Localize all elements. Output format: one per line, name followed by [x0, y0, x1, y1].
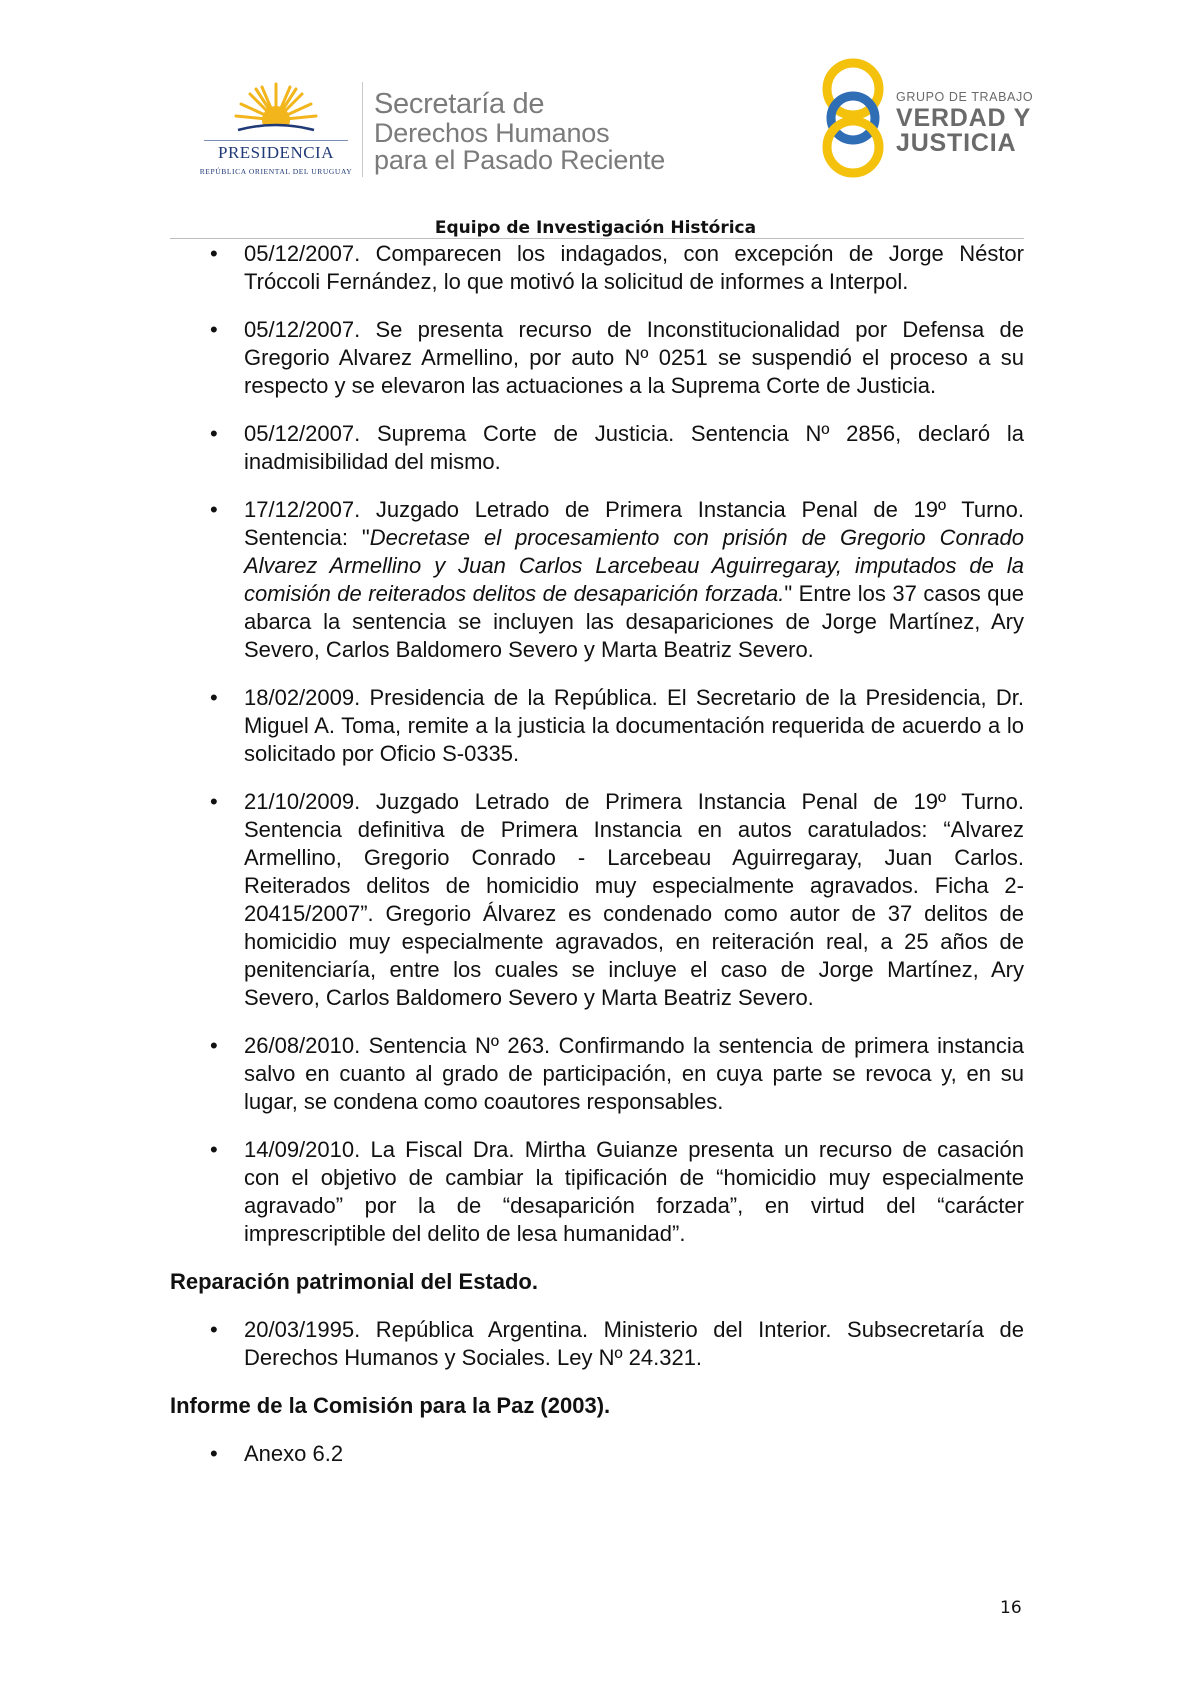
secretaria-line3: para el Pasado Reciente [374, 145, 666, 175]
secretaria-line1: Secretaría de [374, 88, 545, 120]
informe-list [170, 1440, 1024, 1468]
reparacion-list [170, 1316, 1024, 1372]
sentence-quote: Decretase el procesamiento con prisión de Gregorio Conrado Alvarez Armellino y Juan Carlos Larcebeau Aguirregaray, imputados de la comisión de reiterados delitos de desaparición forzada. [244, 525, 1024, 606]
bullet: • [210, 317, 218, 342]
list-item-text-before: 17/12/2007. Juzgado Letrado de Primera Instancia Penal de 19º Turno. Sentencia: " [244, 497, 1024, 550]
list-item-text: 20/03/1995. República Argentina. Ministerio del Interior. Subsecretaría de Derechos Humanos y Sociales. Ley Nº 24.321. [244, 1317, 1024, 1370]
list-item-text: 21/10/2009. Juzgado Letrado de Primera Instancia Penal de 19º Turno. Sentencia definitiva de Primera Instancia en autos caratulados: “Alvarez Armellino, Gregorio Conrado - Larcebeau Aguirregaray, Juan Carlos. Reiterados delitos de homicidio muy especialmente agravados. Ficha 2-20415/2007”. Gregorio Álvarez es condenado como autor de 37 delitos de homicidio muy especialmente agravados, en reiteración real, a 25 años de penitenciaría, entre los cuales se incluye el caso de Jorge Martínez, Ary Severo, Carlos Baldomero Severo y Marta Beatriz Severo. [244, 789, 1024, 1010]
gtv-line2: JUSTICIA [896, 129, 1017, 157]
section-heading-informe: Informe de la Comisión para la Paz (2003). [170, 1393, 611, 1418]
bullet: • [210, 1317, 218, 1342]
list-item [170, 1440, 1024, 1468]
list-item [170, 684, 1024, 768]
list-item-text-after: " Entre los 37 casos que abarca la sentencia se incluyen las desapariciones de Jorge Martínez, Ary Severo, Carlos Baldomero Severo y Marta Beatriz Severo. [244, 581, 1024, 662]
presidencia-name: PRESIDENCIA [217, 143, 334, 162]
bullet: • [210, 789, 218, 814]
bullet: • [210, 241, 218, 266]
list-item-text: 14/09/2010. La Fiscal Dra. Mirtha Guianze presenta un recurso de casación con el objetivo de cambiar la tipificación de “homicidio muy especialmente agravado” por la de “desaparición forzada”, en virtud del “carácter imprescriptible del delito de lesa humanidad”. [244, 1137, 1024, 1246]
secretaria-logo [374, 88, 734, 174]
list-item-text: 18/02/2009. Presidencia de la República. El Secretario de la Presidencia, Dr. Miguel A. Toma, remite a la justicia la documentación requerida de acuerdo a lo solicitado por Oficio S-0335. [244, 685, 1024, 766]
timeline-list [170, 240, 1024, 1248]
list-item [170, 1316, 1024, 1372]
list-item [170, 496, 1024, 664]
list-item [170, 240, 1024, 296]
list-item-text: 05/12/2007. Se presenta recurso de Inconstitucionalidad por Defensa de Gregorio Alvarez Armellino, por auto Nº 0251 se suspendió el proceso a su respecto y se elevaron las actuaciones a la Suprema Corte de Justicia. [244, 317, 1024, 398]
bullet: • [210, 421, 218, 446]
logo-divider [362, 82, 363, 177]
bullet: • [210, 685, 218, 710]
list-item [170, 1032, 1024, 1116]
presidencia-logo [196, 80, 356, 180]
secretaria-line2: Derechos Humanos [374, 118, 610, 148]
list-item-text: 26/08/2010. Sentencia Nº 263. Confirmando la sentencia de primera instancia salvo en cuanto al grado de participación, en cuya parte se revoca y, en su lugar, se condena como coautores responsables. [244, 1033, 1024, 1114]
list-item [170, 1136, 1024, 1248]
verdad-justicia-logo [818, 56, 1034, 180]
list-item [170, 316, 1024, 400]
sun-emblem-icon [232, 80, 320, 142]
gtv-line1: VERDAD Y [896, 104, 1032, 132]
list-item-text: Anexo 6.2 [244, 1441, 344, 1466]
gtv-small-label: GRUPO DE TRABAJO [896, 90, 1034, 104]
list-item [170, 420, 1024, 476]
bullet: • [210, 497, 218, 522]
section-heading-reparacion: Reparación patrimonial del Estado. [170, 1269, 538, 1294]
team-title: Equipo de Investigación Histórica [434, 218, 757, 238]
header-rule [170, 238, 1024, 239]
presidencia-rule [204, 140, 348, 141]
bullet: • [210, 1137, 218, 1162]
page-number: 16 [1000, 1598, 1022, 1618]
document-body [170, 240, 1024, 1488]
list-item-text: 05/12/2007. Suprema Corte de Justicia. Sentencia Nº 2856, declaró la inadmisibilidad del mismo. [244, 421, 1024, 474]
bullet: • [210, 1033, 218, 1058]
page-header [0, 0, 1191, 240]
list-item [170, 788, 1024, 1012]
interlocked-rings-icon [818, 56, 888, 180]
bullet: • [210, 1441, 218, 1466]
presidencia-subtitle: REPÚBLICA ORIENTAL DEL URUGUAY [199, 167, 353, 176]
list-item-text: 05/12/2007. Comparecen los indagados, con excepción de Jorge Néstor Tróccoli Fernández, lo que motivó la solicitud de informes a Interpol. [244, 241, 1024, 294]
